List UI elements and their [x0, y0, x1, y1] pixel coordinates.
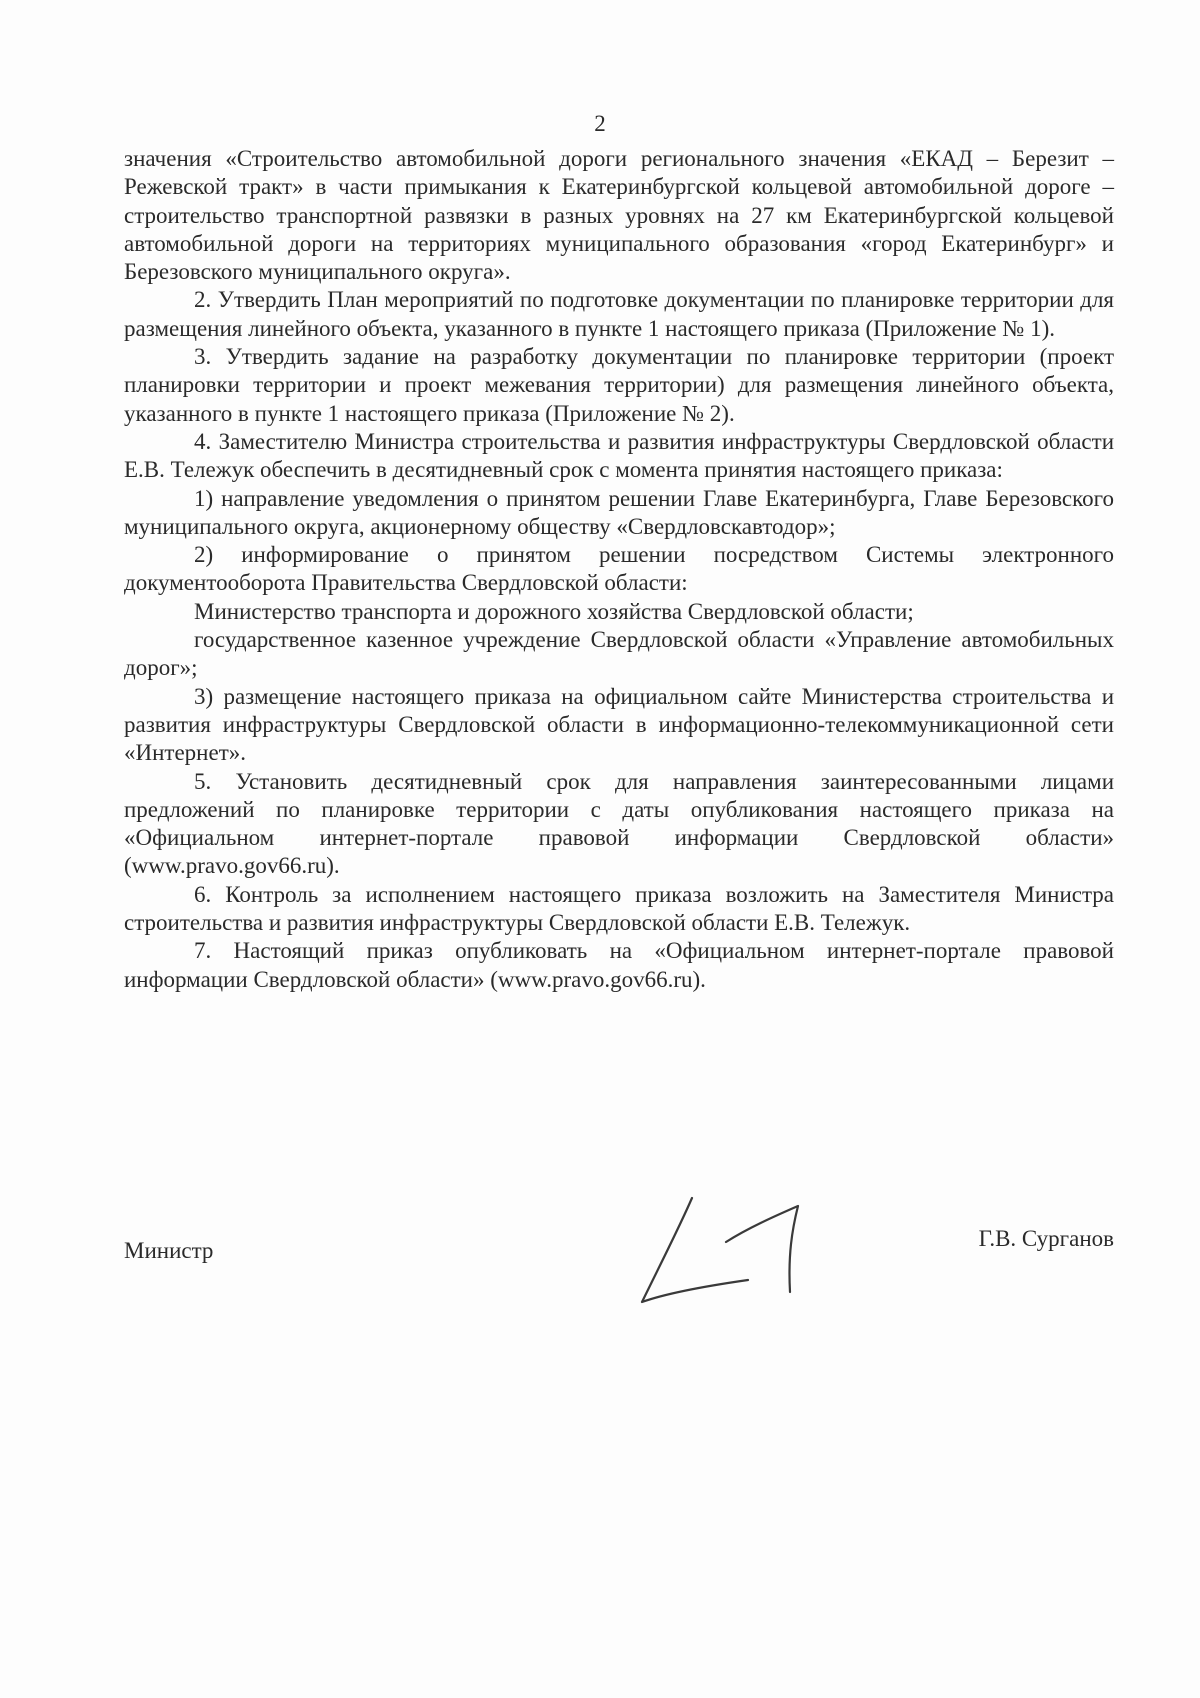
paragraph: Министерство транспорта и дорожного хозяйства Свердловской области; [194, 598, 914, 624]
paragraph: 1) направление уведомления о принятом решении Главе Екатеринбурга, Главе Березовского муниципального округа, акционерному обществу «Свердловскавтодор»; [124, 485, 1114, 539]
paragraph: 2. Утвердить План мероприятий по подготовке документации по планировке территории для размещения линейного объекта, указанного в пункте 1 настоящего приказа (Приложение № 1). [124, 287, 1114, 341]
paragraph: 6. Контроль за исполнением настоящего приказа возложить на Заместителя Министра строительства и развития инфраструктуры Свердловской области Е.В. Тележук. [124, 881, 1114, 936]
document-body [124, 145, 1114, 994]
paragraph: 4. Заместителю Министра строительства и развития инфраструктуры Свердловской области Е.В. Тележук обеспечить в десятидневный срок с момента принятия настоящего приказа: [124, 428, 1114, 483]
paragraph: значения «Строительство автомобильной дороги регионального значения «ЕКАД – Березит – Режевской тракт» в части примыкания к Екатеринбургской кольцевой автомобильной дороге – строительство транспортной развязки в разных уровнях на 27 км Екатеринбургской кольцевой автомобильной дороги на территориях муниципального образования «город Екатеринбург» и Березовского муниципального округа». [124, 146, 1114, 285]
signature-block [124, 1225, 1114, 1265]
paragraph: 7. Настоящий приказ опубликовать на «Официальном интернет-портале правовой информации Свердловской области» (www.pravo.gov66.ru). [124, 938, 1114, 992]
handwritten-signature [630, 1180, 830, 1320]
signer-name: Г.В. Сурганов [978, 1226, 1114, 1251]
paragraph: 2) информирование о принятом решении посредством Системы электронного документооборота Правительства Свердловской области: [124, 542, 1114, 596]
paragraph: 5. Установить десятидневный срок для направления заинтересованными лицами предложений по планировке территории с даты опубликования настоящего приказа на «Официальном интернет-портале правовой информации Свердловской области» (www.pravo.gov66.ru). [124, 768, 1114, 879]
paragraph: 3. Утвердить задание на разработку документации по планировке территории (проект планировки территории и проект межевания территории) для размещения линейного объекта, указанного в пункте 1 настоящего приказа (Приложение № 2). [124, 344, 1114, 426]
page-number: 2 [594, 111, 606, 136]
paragraph: государственное казенное учреждение Свердловской области «Управление автомобильных дорог»; [124, 627, 1114, 681]
signer-title: Министр [124, 1238, 214, 1263]
paragraph: 3) размещение настоящего приказа на официальном сайте Министерства строительства и развития инфраструктуры Свердловской области в информационно-телекоммуникационной сети «Интернет». [124, 683, 1114, 766]
